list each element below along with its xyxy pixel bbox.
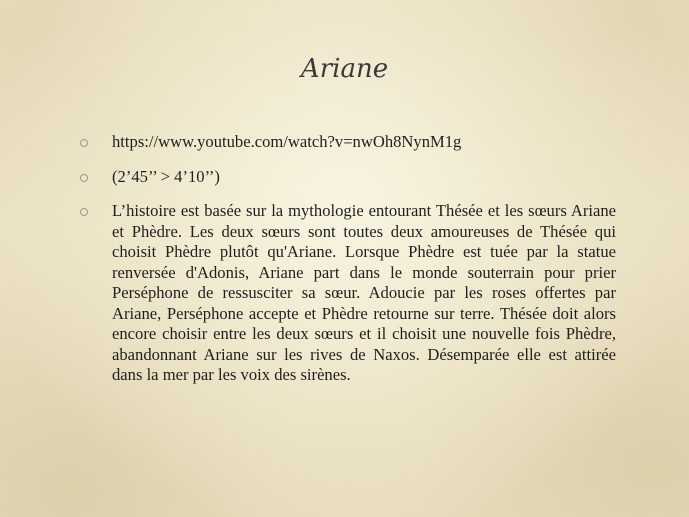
bullet-item-story: [78, 201, 616, 386]
timestamp-range-text: (2’45’’ > 4’10’’): [112, 166, 220, 186]
slide-title: Ariane: [300, 54, 389, 84]
bullet-circle-icon: [80, 208, 88, 216]
bullet-item-timestamp: [78, 167, 616, 188]
bullet-list: [78, 132, 616, 386]
bullet-circle-icon: [80, 139, 88, 147]
youtube-link-text[interactable]: https://www.youtube.com/watch?v=nwOh8NynM1g: [112, 132, 462, 151]
bullet-circle-icon: [80, 174, 88, 182]
story-paragraph: L’histoire est basée sur la mythologie entourant Thésée et les sœurs Ariane et Phèdre. Les deux sœurs sont toutes deux amoureuses de Thésée qui choisit Phèdre plutôt qu'Ariane. Lorsque Phèdre est tuée par la statue renversée d'Adonis, Ariane part dans le monde souterrain pour prier Perséphone de ressusciter sa sœur. Adoucie par les roses offertes par Ariane, Perséphone accepte et Phèdre retourne sur terre. Thésée doit alors encore choisir entre les deux sœurs et il choisit une nouvelle fois Phèdre, abandonnant Ariane sur les rives de Naxos. Désemparée elle est attirée dans la mer par les voix des sirènes.: [112, 201, 616, 384]
bullet-item-link: [78, 132, 616, 153]
